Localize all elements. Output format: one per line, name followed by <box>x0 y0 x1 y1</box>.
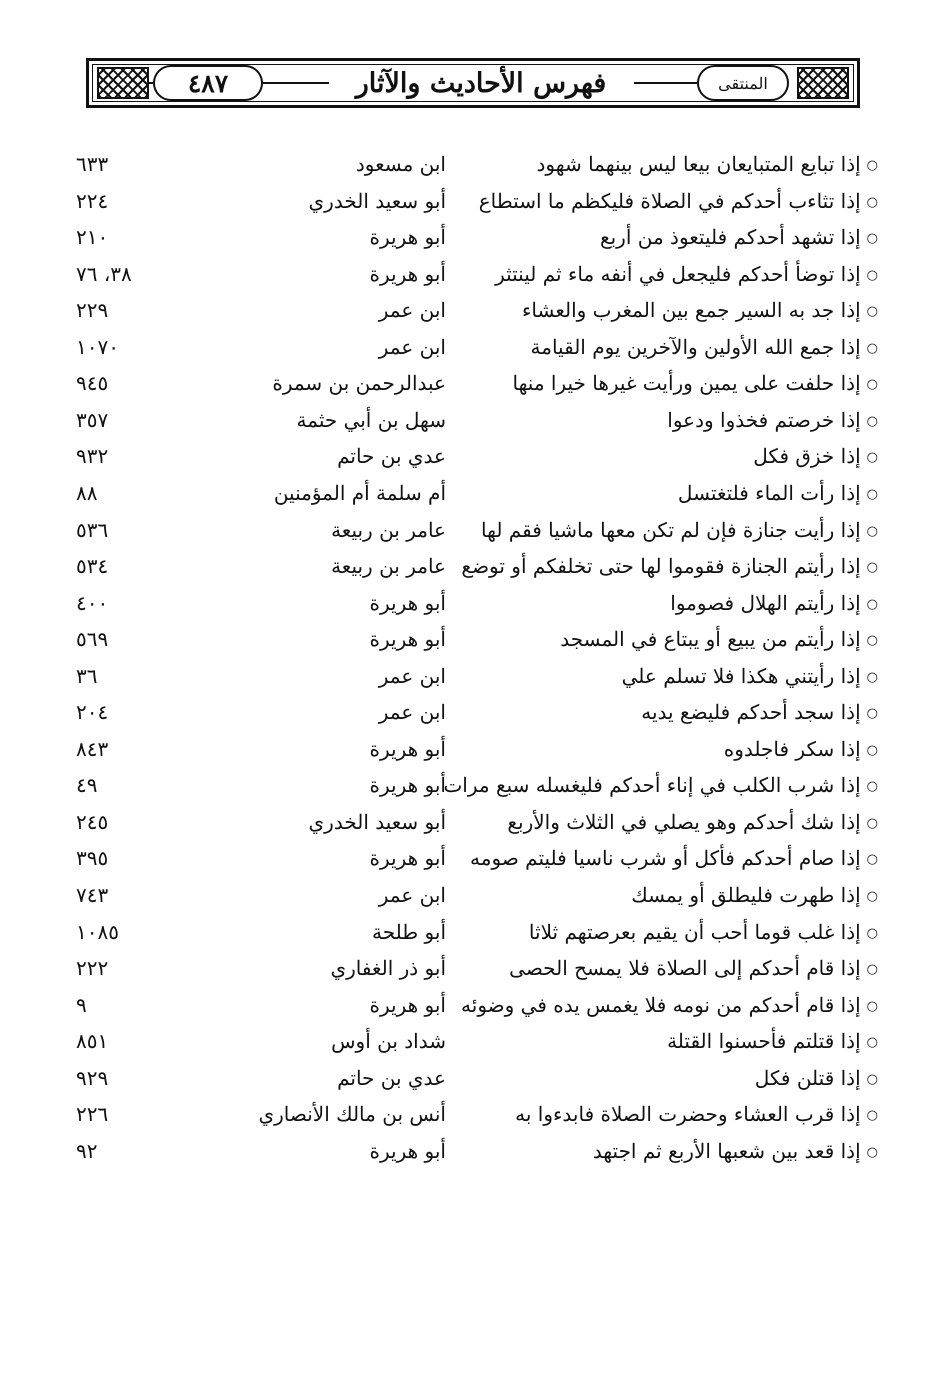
bullet-icon: ○ <box>866 925 878 941</box>
hadith-number: ١٠٨٥ <box>76 919 119 944</box>
narrator-name: أبو هريرة <box>369 1138 446 1163</box>
bullet-icon: ○ <box>866 267 878 283</box>
narrator-name: أنس بن مالك الأنصاري <box>258 1102 446 1127</box>
index-entry <box>0 950 948 986</box>
hadith-text: إذا قعد بين شعبها الأربع ثم اجتهد <box>592 1138 861 1163</box>
index-entry <box>0 621 948 657</box>
hadith-number: ٥٦٩ <box>76 627 109 652</box>
hadith-entry <box>600 219 878 257</box>
hadith-text: إذا رأيتم الهلال فصوموا <box>670 590 861 615</box>
hadith-number: ٩٢٩ <box>76 1065 109 1090</box>
hadith-number: ٥٣٦ <box>76 517 109 542</box>
hadith-text: إذا حلفت على يمين ورأيت غيرها خيرا منها <box>512 371 861 396</box>
bullet-icon: ○ <box>866 669 878 685</box>
hadith-number: ٨٥١ <box>76 1029 109 1054</box>
bullet-icon: ○ <box>866 779 878 795</box>
bullet-icon: ○ <box>866 486 878 502</box>
hadith-number: ٣٩٥ <box>76 846 109 871</box>
index-entry <box>0 256 948 292</box>
index-entry <box>0 329 948 365</box>
page-title: فهرس الأحاديث والآثار <box>355 67 607 99</box>
hadith-number: ٩٢ <box>76 1138 98 1163</box>
bullet-icon: ○ <box>866 1035 878 1051</box>
narrator-name: ابن مسعود <box>355 152 446 176</box>
narrator-name: ابن عمر <box>378 883 446 907</box>
hadith-number: ٦٣٣ <box>76 152 109 176</box>
bullet-icon: ○ <box>866 304 878 320</box>
index-entry <box>0 1023 948 1059</box>
index-entry <box>0 1133 948 1169</box>
bullet-icon: ○ <box>866 158 878 173</box>
hadith-entry <box>622 658 878 696</box>
bullet-icon: ○ <box>866 706 878 722</box>
hadith-text: إذا رأت الماء فلتغتسل <box>677 480 861 505</box>
page-number: ٤٨٧ <box>153 65 263 101</box>
hadith-entry <box>515 1096 878 1134</box>
hadith-text: إذا رأيتني هكذا فلا تسلم علي <box>621 663 861 688</box>
hadith-entry <box>753 438 878 476</box>
hadith-text: إذا جمع الله الأولين والآخرين يوم القيامة <box>530 334 861 359</box>
hadith-number: ٣٨، ٧٦ <box>76 261 132 286</box>
bullet-icon: ○ <box>866 413 878 429</box>
narrator-name: أبو طلحة <box>372 919 446 944</box>
hadith-entry <box>631 877 878 915</box>
narrator-name: ابن عمر <box>378 334 446 359</box>
bullet-icon: ○ <box>866 596 878 612</box>
index-entry <box>0 694 948 730</box>
hadith-text: إذا قتلتم فأحسنوا القتلة <box>667 1029 861 1054</box>
narrator-name: ابن عمر <box>378 663 446 688</box>
hadith-entry <box>470 840 878 878</box>
hadith-number: ٢٢٤ <box>76 188 109 213</box>
index-entry <box>0 146 948 182</box>
narrator-name: أبو سعيد الخدري <box>308 188 446 213</box>
bullet-icon: ○ <box>866 377 878 393</box>
bullet-icon: ○ <box>866 889 878 904</box>
hadith-entry <box>678 475 878 513</box>
hadith-text: إذا شك أحدكم وهو يصلي في الثلاث والأربع <box>507 809 861 834</box>
hadith-entry <box>755 1060 878 1098</box>
bullet-icon: ○ <box>866 742 878 758</box>
hadith-text: إذا سجد أحدكم فليضع يديه <box>641 700 861 725</box>
index-entry <box>0 914 948 950</box>
bullet-icon: ○ <box>866 1071 878 1087</box>
bullet-icon: ○ <box>866 815 878 831</box>
hadith-entry <box>461 987 878 1025</box>
narrator-name: أبو هريرة <box>369 261 446 286</box>
hadith-number: ٣٦ <box>76 663 98 688</box>
index-entry <box>0 1096 948 1132</box>
hadith-text: إذا قام أحدكم إلى الصلاة فلا يمسح الحصى <box>509 956 861 981</box>
bullet-icon: ○ <box>866 560 878 576</box>
hadith-text: إذا خزق فكل <box>753 444 861 469</box>
index-entry <box>0 877 948 913</box>
bullet-icon: ○ <box>866 962 878 978</box>
hadith-text: إذا توضأ أحدكم فليجعل في أنفه ماء ثم لينتثر <box>495 261 861 286</box>
hadith-entry <box>670 585 878 623</box>
narrator-name: أبو هريرة <box>369 736 446 761</box>
hadith-text: إذا قرب العشاء وحضرت الصلاة فابدءوا به <box>515 1102 861 1127</box>
hadith-entry <box>529 914 878 952</box>
hadith-number: ٢٤٥ <box>76 809 109 834</box>
narrator-name: أبو هريرة <box>369 627 446 652</box>
hadith-number: ٩٣٢ <box>76 444 109 469</box>
bullet-icon: ○ <box>866 523 878 539</box>
hadith-number: ٨٤٣ <box>76 736 109 761</box>
hadith-entry <box>593 1133 878 1171</box>
hadith-text: إذا تبايع المتبايعان بيعا ليس بينهما شهود <box>536 152 861 176</box>
hadith-entry <box>512 365 878 403</box>
hadith-entry <box>522 292 878 330</box>
narrator-name: أبو هريرة <box>369 225 446 250</box>
narrator-name: عدي بن حاتم <box>337 444 446 469</box>
hadith-entry <box>495 256 878 294</box>
header-ornament-left <box>97 67 149 99</box>
narrator-name: عامر بن ربيعة <box>331 554 446 579</box>
header-rule-right <box>634 82 704 84</box>
hadith-number: ٢٢٩ <box>76 298 109 323</box>
hadith-text: إذا طهرت فليطلق أو يمسك <box>631 883 861 907</box>
hadith-entry <box>724 731 878 769</box>
hadith-number: ٢٢٦ <box>76 1102 109 1127</box>
hadith-number: ٥٣٤ <box>76 554 109 579</box>
header-ornament-right <box>797 67 849 99</box>
hadith-text: إذا رأيت جنازة فإن لم تكن معها ماشيا فقم لها <box>481 517 861 542</box>
bullet-icon: ○ <box>866 231 878 247</box>
hadith-number: ٣٥٧ <box>76 407 109 432</box>
hadith-number: ٢٢٢ <box>76 956 109 981</box>
hadith-text: إذا تشهد أحدكم فليتعوذ من أربع <box>599 225 861 250</box>
narrator-name: أبو هريرة <box>369 992 446 1017</box>
index-entry <box>0 804 948 840</box>
hadith-number: ٩٤٥ <box>76 371 109 396</box>
hadith-text: إذا تثاءب أحدكم في الصلاة فليكظم ما استطاع <box>478 188 861 213</box>
index-entry <box>0 1060 948 1096</box>
index-entry <box>0 658 948 694</box>
bullet-icon: ○ <box>866 852 878 868</box>
hadith-number: ٩ <box>76 992 87 1017</box>
index-entry <box>0 840 948 876</box>
index-entry <box>0 183 948 219</box>
index-entry <box>0 767 948 803</box>
hadith-text: إذا رأيتم الجنازة فقوموا لها حتى تخلفكم أو توضع <box>461 554 861 579</box>
narrator-name: ابن عمر <box>378 700 446 725</box>
hadith-number: ٨٨ <box>76 480 98 505</box>
bullet-icon: ○ <box>866 1108 878 1124</box>
hadith-entry <box>479 183 878 221</box>
narrator-name: عبدالرحمن بن سمرة <box>272 371 446 396</box>
narrator-name: أبو هريرة <box>369 773 446 798</box>
hadith-number: ٢٠٤ <box>76 700 109 725</box>
narrator-name: سهل بن أبي حثمة <box>296 407 446 432</box>
index-entry <box>0 512 948 548</box>
hadith-text: إذا جد به السير جمع بين المغرب والعشاء <box>522 298 861 323</box>
narrator-name: عامر بن ربيعة <box>331 517 446 542</box>
index-entry <box>0 987 948 1023</box>
narrator-name: أبو سعيد الخدري <box>308 809 446 834</box>
hadith-entry <box>641 694 878 732</box>
hadith-text: إذا صام أحدكم فأكل أو شرب ناسيا فليتم صومه <box>470 846 861 871</box>
bullet-icon: ○ <box>866 633 878 649</box>
index-entry <box>0 365 948 401</box>
index-entry <box>0 219 948 255</box>
bullet-icon: ○ <box>866 998 878 1014</box>
narrator-name: ابن عمر <box>378 298 446 323</box>
hadith-number: ٤٩ <box>76 773 98 798</box>
bullet-icon: ○ <box>866 340 878 356</box>
hadith-entry <box>531 329 878 367</box>
hadith-text: إذا غلب قوما أحب أن يقيم بعرصتهم ثلاثا <box>528 919 861 944</box>
index-entry <box>0 731 948 767</box>
hadith-text: إذا قام أحدكم من نومه فلا يغمس يده في وضوئه <box>461 992 861 1017</box>
page-header <box>86 58 860 108</box>
narrator-name: أم سلمة أم المؤمنين <box>273 480 446 505</box>
index-entry <box>0 438 948 474</box>
narrator-name: شداد بن أوس <box>331 1029 446 1054</box>
hadith-entry <box>667 402 878 440</box>
bullet-icon: ○ <box>866 194 878 210</box>
hadith-text: إذا شرب الكلب في إناء أحدكم فليغسله سبع مرات <box>443 773 861 798</box>
hadith-entry <box>537 146 878 184</box>
hadith-number: ٤٠٠ <box>76 590 109 615</box>
narrator-name: أبو هريرة <box>369 590 446 615</box>
hadith-entry <box>507 804 878 842</box>
hadith-text: إذا خرصتم فخذوا ودعوا <box>667 407 861 432</box>
hadith-text: إذا قتلن فكل <box>754 1065 861 1090</box>
hadith-text: إذا رأيتم من يبيع أو يبتاع في المسجد <box>560 627 861 652</box>
index-entry <box>0 292 948 328</box>
hadith-entry <box>667 1023 878 1061</box>
index-entry <box>0 585 948 621</box>
hadith-text: إذا سكر فاجلدوه <box>723 736 861 761</box>
index-entry <box>0 402 948 438</box>
hadith-entry <box>509 950 878 988</box>
index-entry <box>0 475 948 511</box>
bullet-icon: ○ <box>866 450 878 466</box>
hadith-entry <box>481 512 878 550</box>
book-logo: المنتقى <box>697 65 789 101</box>
hadith-entry <box>560 621 878 659</box>
hadith-entry <box>461 548 878 586</box>
narrator-name: أبو هريرة <box>369 846 446 871</box>
bullet-icon: ○ <box>866 1144 878 1160</box>
hadith-entry <box>443 767 878 805</box>
hadith-number: ٢١٠ <box>76 225 109 250</box>
index-entry <box>0 548 948 584</box>
narrator-name: عدي بن حاتم <box>337 1065 446 1090</box>
narrator-name: أبو ذر الغفاري <box>330 956 446 981</box>
hadith-number: ٧٤٣ <box>76 883 109 907</box>
hadith-number: ١٠٧٠ <box>76 334 119 359</box>
